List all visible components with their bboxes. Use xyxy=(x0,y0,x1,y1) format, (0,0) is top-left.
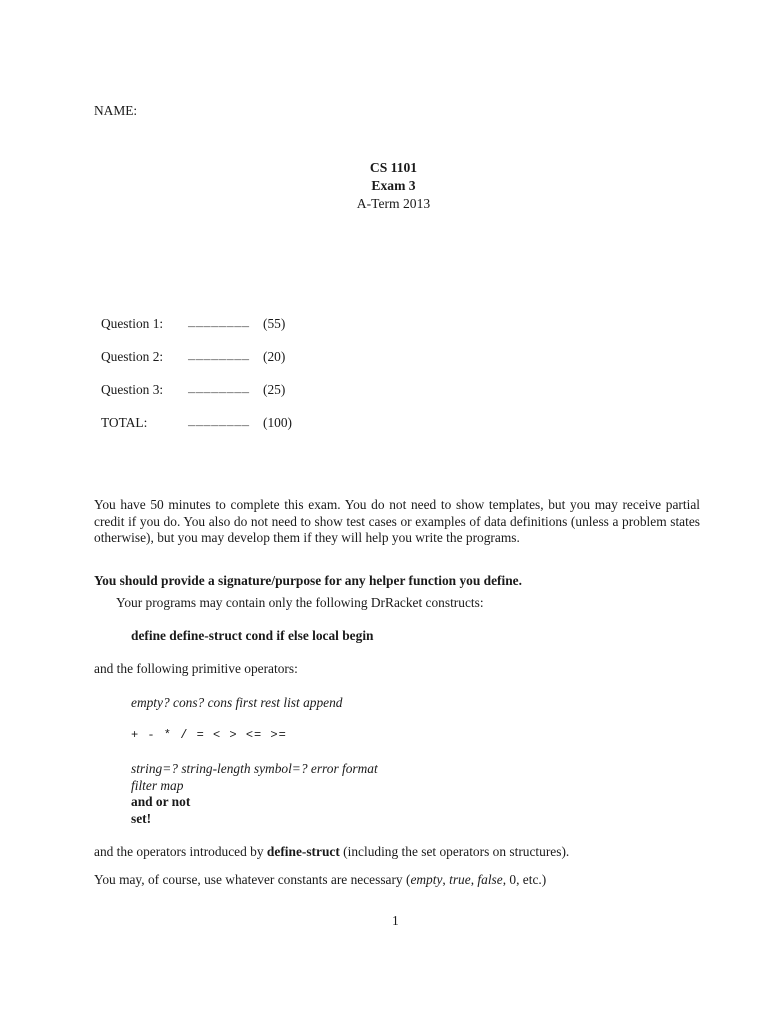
note-text: , xyxy=(470,872,478,887)
helper-note: You should provide a signature/purpose for any helper function you define. xyxy=(94,573,522,588)
constant-true: true xyxy=(449,872,471,887)
exam-title: Exam 3 xyxy=(371,178,416,193)
note-text: You may, of course, use whatever constants are necessary ( xyxy=(94,872,411,887)
note-text: , xyxy=(442,872,450,887)
note-text: (including the set operators on structures). xyxy=(339,844,570,859)
intro-paragraph: You have 50 minutes to complete this exam. You do not need to show templates, but you may receive partial credit if you do. You also do not need to show test cases or examples of data definitions (unless a problem states otherwise), but you may develop them if they will help you write the programs. xyxy=(94,497,700,545)
score-label: Question 1: xyxy=(101,316,164,331)
constants-note xyxy=(94,872,546,888)
boolean-operators: and or not xyxy=(131,794,191,809)
list-operators: empty? cons? cons first rest list append xyxy=(131,695,343,710)
score-points: (100) xyxy=(263,415,293,430)
name-label: NAME: xyxy=(94,103,138,118)
score-points: (25) xyxy=(263,382,286,397)
title-block xyxy=(0,159,770,213)
define-struct-note xyxy=(94,844,569,860)
score-points: (55) xyxy=(263,316,286,331)
score-label: Question 3: xyxy=(101,382,164,397)
arithmetic-operators: + - * / = < > <= >= xyxy=(131,728,287,742)
course-title: CS 1101 xyxy=(369,160,418,175)
score-label: TOTAL: xyxy=(101,415,148,430)
note-text: and the operators introduced by xyxy=(94,844,267,859)
page-number: 1 xyxy=(392,913,399,928)
score-points: (20) xyxy=(263,349,286,364)
score-blank: ________ xyxy=(188,316,250,330)
higher-order-operators: filter map xyxy=(131,777,184,793)
constructs-intro: Your programs may contain only the following DrRacket constructs: xyxy=(116,595,484,610)
note-keyword: define-struct xyxy=(266,844,340,859)
score-blank: ________ xyxy=(188,349,250,363)
term-title: A-Term 2013 xyxy=(356,196,431,211)
allowed-constructs: define define-struct cond if else local begin xyxy=(131,628,374,643)
score-blank: ________ xyxy=(188,415,250,429)
string-operators: string=? string-length symbol=? error format xyxy=(131,761,378,776)
note-text: , 0, etc.) xyxy=(502,872,547,887)
mutation-operators: set! xyxy=(131,810,152,826)
constant-empty: empty xyxy=(410,872,443,887)
primitives-intro: and the following primitive operators: xyxy=(94,661,298,676)
score-label: Question 2: xyxy=(101,349,164,364)
other-operators xyxy=(131,761,378,827)
score-blank: ________ xyxy=(188,382,250,396)
constant-false: false xyxy=(477,872,503,887)
